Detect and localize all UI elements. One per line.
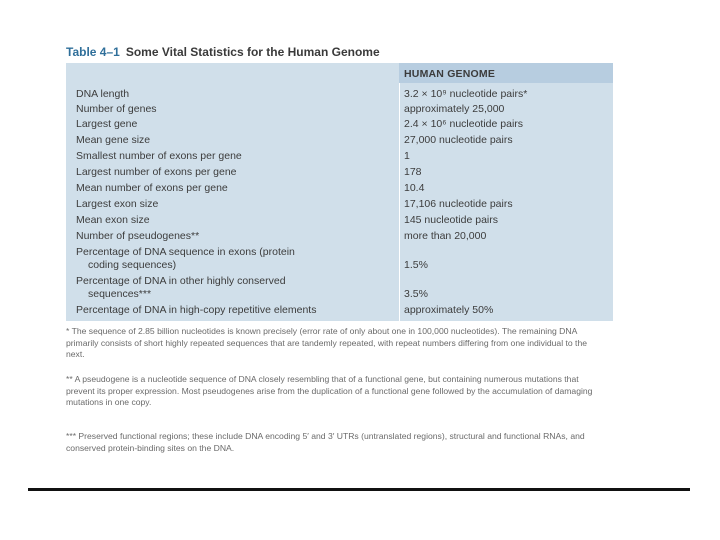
- row-value-mean-gene-size: 27,000 nucleotide pairs: [404, 134, 513, 146]
- row-value-repetitive-percentage: approximately 50%: [404, 304, 494, 316]
- row-label-number-of-genes: Number of genes: [76, 103, 157, 115]
- table-number: Table 4–1: [66, 45, 120, 59]
- row-label-largest-exons: Largest number of exons per gene: [76, 166, 237, 178]
- row-label-exon-percentage: Percentage of DNA sequence in exons (protein: [76, 246, 295, 258]
- row-value-dna-length: 3.2 × 10⁹ nucleotide pairs*: [404, 88, 528, 100]
- row-value-number-of-genes: approximately 25,000: [404, 103, 505, 115]
- row-value-pseudogenes: more than 20,000: [404, 230, 487, 242]
- footnote-3: *** Preserved functional regions; these include DNA encoding 5′ and 3′ UTRs (untranslated regions), structural and functional RNAs, and conserved protein-binding sites on the DNA.: [66, 431, 585, 453]
- row-value-mean-exons: 10.4: [404, 182, 425, 194]
- row-value-mean-exon-size: 145 nucleotide pairs: [404, 214, 498, 226]
- bottom-rule: [28, 488, 690, 491]
- table-title: [66, 45, 380, 59]
- row-label-mean-gene-size: Mean gene size: [76, 134, 151, 146]
- row-label-dna-length: DNA length: [76, 88, 130, 100]
- row-value-exon-percentage: 1.5%: [404, 259, 428, 271]
- footnote-1: * The sequence of 2.85 billion nucleotides is known precisely (error rate of only about one in 100,000 nucleotides). The remaining DNA primarily consists of short highly repeated sequences that are tandemly repeated, with repeat numbers differing from one individual to the next.: [66, 326, 588, 359]
- row-label-mean-exons: Mean number of exons per gene: [76, 182, 228, 194]
- row-value-smallest-exons: 1: [404, 150, 410, 162]
- row-label-repetitive-percentage: Percentage of DNA in high-copy repetitive elements: [76, 304, 317, 316]
- row-value-largest-exons: 178: [404, 166, 422, 178]
- row-label-largest-exon-size: Largest exon size: [76, 198, 159, 210]
- row-label-mean-exon-size: Mean exon size: [76, 214, 150, 226]
- table-caption: Some Vital Statistics for the Human Genome: [125, 45, 380, 59]
- row-value-largest-exon-size: 17,106 nucleotide pairs: [404, 198, 513, 210]
- row-value-conserved-percentage: 3.5%: [404, 288, 428, 300]
- genome-stats-table: [66, 63, 613, 321]
- row-label-largest-gene: Largest gene: [76, 118, 138, 130]
- row-label-smallest-exons: Smallest number of exons per gene: [76, 150, 242, 162]
- row-value-largest-gene: 2.4 × 10⁶ nucleotide pairs: [404, 118, 524, 130]
- footnote-2: ** A pseudogene is a nucleotide sequence of DNA closely resembling that of a functional gene, but containing numerous mutations that prevent its proper expression. Most pseudogenes arise from the duplication of a functional gene followed by the accumulation of damaging mutations in one copy.: [66, 374, 593, 407]
- column-divider: [399, 83, 400, 321]
- row-label-exon-percentage-line2: coding sequences): [88, 259, 177, 271]
- row-label-pseudogenes: Number of pseudogenes**: [76, 230, 200, 242]
- row-label-conserved-percentage-line2: sequences***: [88, 288, 152, 300]
- row-label-conserved-percentage: Percentage of DNA in other highly conserved: [76, 275, 286, 287]
- column-header: HUMAN GENOME: [404, 68, 496, 80]
